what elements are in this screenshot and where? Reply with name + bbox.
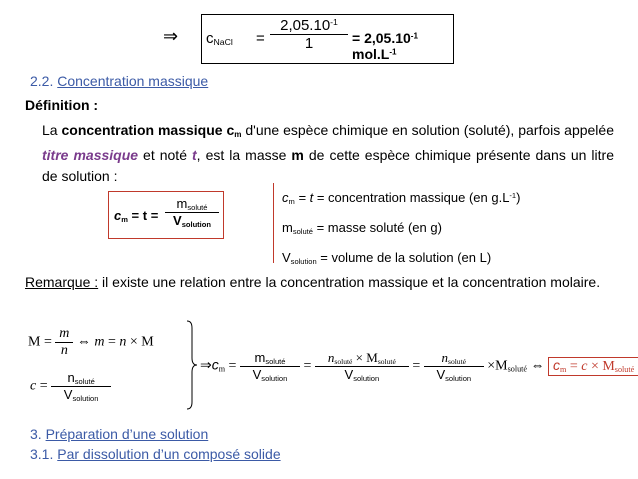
definition-label: Définition : (25, 97, 99, 113)
section-3-1-heading: 3.1. Par dissolution d’un composé solide (30, 446, 281, 462)
top-result: = $2,05.10^{-1}$ $mol.L^{-1}$ (352, 30, 419, 62)
top-formula-box (201, 14, 454, 64)
derivation-block (28, 320, 635, 415)
section-3-1-link[interactable]: Par dissolution d’un composé solide (57, 446, 281, 462)
top-fraction: $\frac{2,05.10^{-1}}{1}$ (270, 17, 348, 52)
legend-line-cm: $c_m = t$ = concentration massique (en $g.L^{-1}$) (282, 190, 521, 207)
molar-concentration-relation: c = $\frac{n_{soluté}}{V_{solution}}$ (30, 370, 111, 403)
implies-arrow: ⇒ (163, 26, 179, 46)
molar-mass-relation: M = $\frac{m}{n}$ ⇔ m = n × M (28, 326, 154, 358)
cm-derivation: $\Rightarrow c_m$ = $\frac{m_{soluté}}{V_{solution}}$ = $\frac{n_{soluté} \times M_{soluté}}{V_{solution}}$ = $\frac{n_{soluté}}{V_{solution}}$ $\times M_{soluté}$ ⇔ $c_m = c \times M_{soluté}$ (200, 350, 638, 383)
equals-sign: = (256, 30, 265, 47)
definition-paragraph: La concentration massique $c_m$ d'une espèce chimique en solution (soluté), parfois appelée titre massique et noté t, est la masse m de cette espèce chimique présente dans un litre de solution : (42, 122, 614, 185)
final-result-box: $c_m = c \times M_{soluté}$ (548, 357, 638, 376)
legend-line-v: $V_{solution}$ = volume de la solution (en L) (282, 249, 492, 266)
section-3-link[interactable]: Préparation d’une solution (45, 426, 209, 442)
section-title[interactable]: Concentration massique (57, 73, 209, 89)
boxed-formula: $c_m = t$ = $m_{soluté}$ $V_{solution}$ (108, 191, 224, 239)
remarque: Remarque : il existe une relation entre la concentration massique et la concentration molaire. (25, 274, 601, 290)
section-2-2-heading (30, 73, 208, 89)
legend-line-m: $m_{soluté}$ = masse soluté (en g) (282, 220, 442, 236)
top-formula (163, 14, 455, 64)
right-brace (186, 320, 198, 410)
section-number: 2.2. (30, 73, 54, 89)
section-3-heading: 3. Préparation d’une solution (30, 426, 209, 442)
legend-block (273, 183, 582, 266)
c-nacl: $c_{NaCl}$ (206, 30, 233, 48)
